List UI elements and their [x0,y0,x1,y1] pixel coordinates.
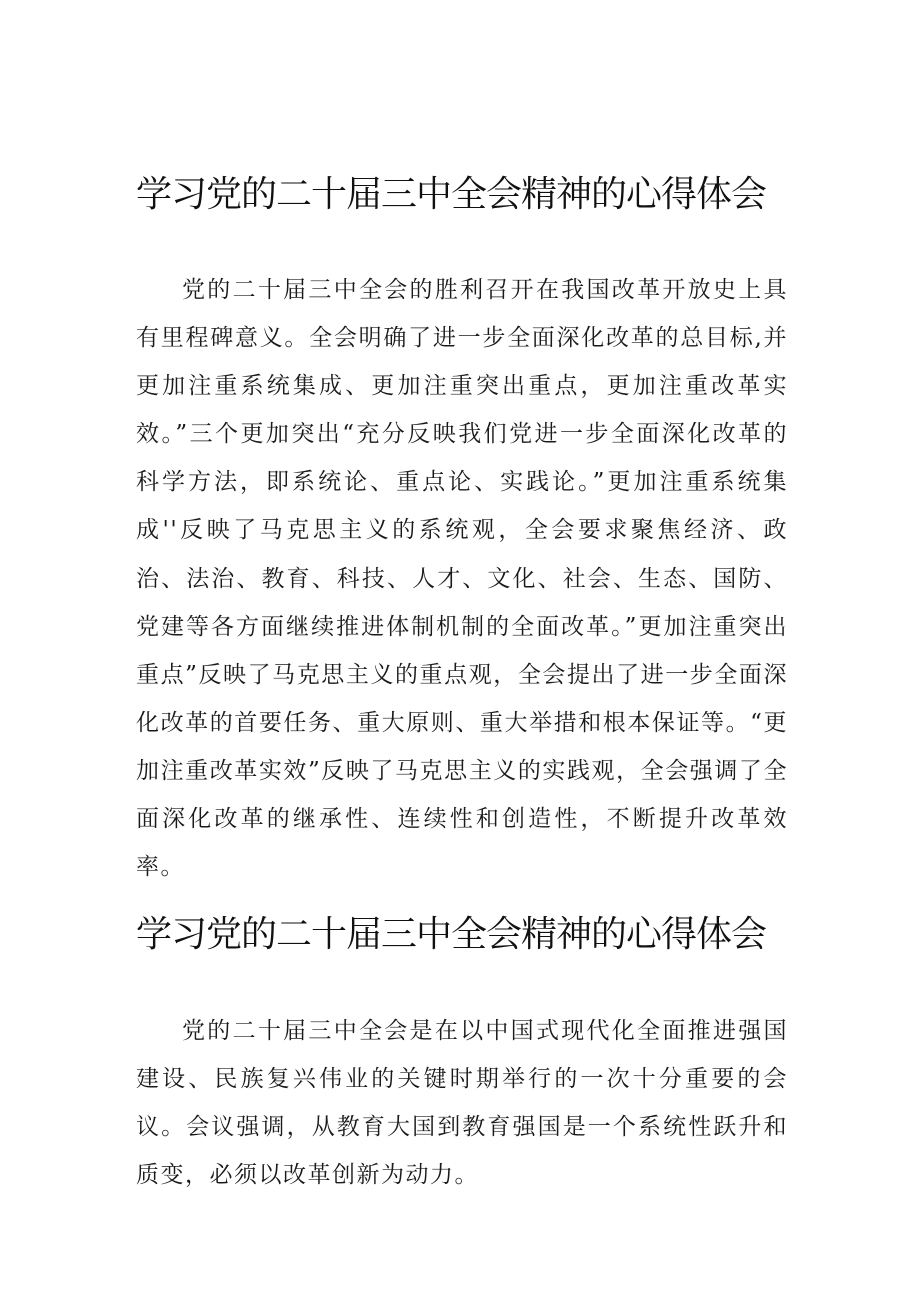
section-title: 学习党的二十届三中全会精神的心得体会 [136,914,767,955]
section-paragraph: 党的二十届三中全会是在以中国式现代化全面推进强国建设、民族复兴伟业的关键时期举行的一次十分重要的会议。会议强调，从教育大国到教育强国是一个系统性跃升和质变，必须以改革创新为动力。 [136,1018,788,1189]
section-title: 学习党的二十届三中全会精神的心得体会 [136,174,767,215]
section-paragraph: 党的二十届三中全会的胜利召开在我国改革开放史上具有里程碑意义。全会明确了进一步全面深化改革的总目标,并更加注重系统集成、更加注重突出重点，更加注重改革实效。”三个更加突出“充分反映我们党进一步全面深化改革的科学方法，即系统论、重点论、实践论。”更加注重系统集成''反映了马克思主义的系统观，全会要求聚焦经济、政治、法治、教育、科技、人才、文化、社会、生态、国防、党建等各方面继续推进体制机制的全面改革。”更加注重突出重点”反映了马克思主义的重点观，全会提出了进一步全面深化改革的首要任务、重大原则、重大举措和根本保证等。“更加注重改革实效”反映了马克思主义的实践观，全会强调了全面深化改革的继承性、连续性和创造性，不断提升改革效率。 [136,277,788,881]
